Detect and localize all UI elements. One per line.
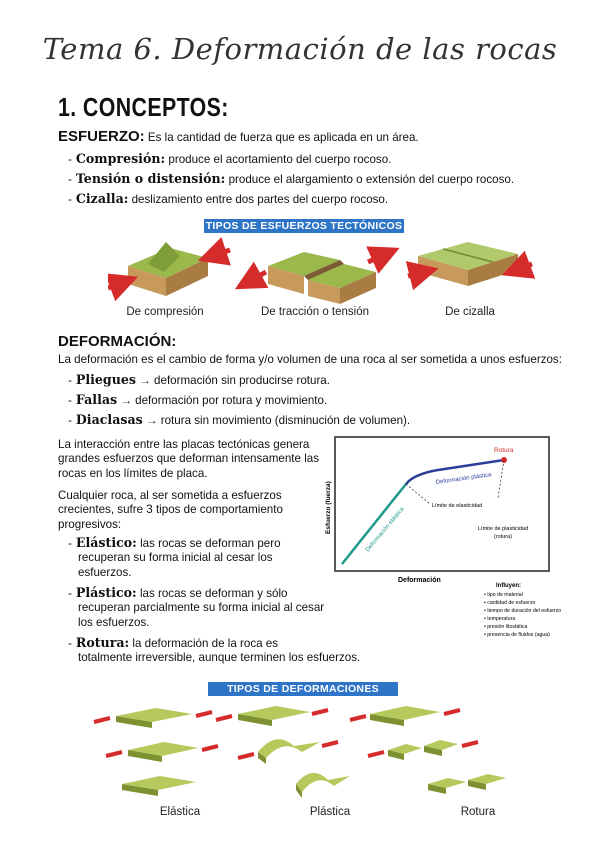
tension-block xyxy=(268,252,376,304)
deformacion-definition: La deformación es el cambio de forma y/o volumen de una roca al ser sometida a unos esfuerzos: xyxy=(58,353,562,366)
plastic-label: Deformación plástica xyxy=(435,472,492,486)
influyen-item: • presión litostática xyxy=(484,624,528,630)
plastic-sequence xyxy=(238,706,350,798)
esfuerzo-definition xyxy=(58,130,419,145)
arrow-icon xyxy=(238,754,254,758)
influyen-item: • presencia de fluidos (agua) xyxy=(484,632,550,638)
arrow-icon xyxy=(444,710,460,714)
arrow-icon xyxy=(216,716,232,720)
list-item: - Diaclasas → rotura sin movimiento (disminución de volumen). xyxy=(68,412,411,427)
deformation-illustrations xyxy=(88,700,518,804)
arrow-icon xyxy=(368,254,386,262)
deformation-types-banner: TIPOS DE DEFORMACIONES xyxy=(208,682,398,696)
shear-block xyxy=(418,242,518,286)
graph-ylabel: Esfuerzo (fuerza) xyxy=(325,481,332,534)
esfuerzo-text: Es la cantidad de fuerza que es aplicada en un área. xyxy=(147,131,419,144)
arrow-icon xyxy=(106,752,122,756)
list-item: - Fallas → deformación por rotura y movimiento. xyxy=(68,392,328,407)
elastic-sequence xyxy=(116,708,198,796)
caption-elastic: Elástica xyxy=(159,806,201,818)
plastic-limit-label: Límite de plasticidad xyxy=(478,526,529,532)
behavior-elastic: - Elástico: las rocas se deforman pero recuperan su forma inicial al cesar los esfuerzos. xyxy=(68,535,281,579)
behavior-rupture: - Rotura: la deformación de la roca es totalmente irreversible, aunque terminen los esfuerzos. xyxy=(68,635,361,665)
caption-tension: De tracción o tensión xyxy=(260,306,370,318)
arrow-icon xyxy=(248,272,266,282)
influyen-item: • temperatura xyxy=(484,616,516,622)
arrow-icon xyxy=(462,742,478,746)
graph-xlabel: Deformación xyxy=(398,577,441,584)
arrow-icon xyxy=(368,752,384,756)
behavior-plastic: - Plástico: las rocas se deforman y sólo recuperan parcialmente su forma inicial al cesar los esfuerzos. xyxy=(68,585,325,629)
caption-plastic: Plástica xyxy=(309,806,351,818)
arrow-icon xyxy=(312,710,328,714)
deformacion-term: DEFORMACIÓN: xyxy=(58,333,177,350)
arrow-icon xyxy=(408,272,424,276)
influyen-item: • cantidad de esfuerzo xyxy=(484,600,536,606)
arrow-icon xyxy=(196,712,212,716)
arrow-icon xyxy=(516,264,532,270)
elastic-limit-label: Límite de elasticidad xyxy=(432,503,483,509)
arrow-icon xyxy=(94,718,110,722)
influyen-item: • tiempo de duración del esfuerzo xyxy=(484,608,562,614)
rotura-label: Rotura xyxy=(494,447,514,454)
rotura-paren-label: (rotura) xyxy=(494,534,513,540)
paragraph-behaviors: Cualquier roca, al ser sometida a esfuerzos crecientes, sufre 3 tipos de comportamiento progresivos: xyxy=(58,489,283,531)
arrow-icon xyxy=(350,716,366,720)
esfuerzo-term: ESFUERZO: xyxy=(58,128,145,145)
influyen-title: Influyen: xyxy=(496,583,521,589)
list-item: - Pliegues → deformación sin producirse rotura. xyxy=(68,372,330,387)
list-item: - Compresión: produce el acortamiento del cuerpo rocoso. xyxy=(68,151,392,166)
stress-illustrations xyxy=(108,236,548,308)
influyen-item: • tipo de material xyxy=(484,592,523,598)
arrow-icon xyxy=(202,746,218,750)
caption-rupture: Rotura xyxy=(460,806,496,818)
caption-compression: De compresión xyxy=(126,306,204,318)
arrow-icon xyxy=(322,742,338,746)
rupture-sequence xyxy=(370,706,506,794)
list-item: - Cizalla: deslizamiento entre dos partes del cuerpo rocoso. xyxy=(68,191,389,206)
paragraph-interaction: La interacción entre las placas tectónicas genera grandes esfuerzos que deforman intensamente las rocas en los límites de placa. xyxy=(58,438,320,480)
page-title: Tema 6. Deformación de las rocas xyxy=(42,32,558,66)
arrow-icon xyxy=(108,282,124,288)
list-item: - Tensión o distensión: produce el alargamiento o extensión del cuerpo rocoso. xyxy=(68,171,515,186)
caption-shear: De cizalla xyxy=(445,306,495,318)
stress-types-banner: TIPOS DE ESFUERZOS TECTÓNICOS xyxy=(205,220,403,232)
arrow-icon xyxy=(212,250,230,256)
compression-block xyxy=(128,242,208,296)
stress-strain-graph xyxy=(318,434,588,652)
section-heading: 1. CONCEPTOS: xyxy=(58,92,229,122)
elastic-label: Deformación elástica xyxy=(364,506,406,554)
